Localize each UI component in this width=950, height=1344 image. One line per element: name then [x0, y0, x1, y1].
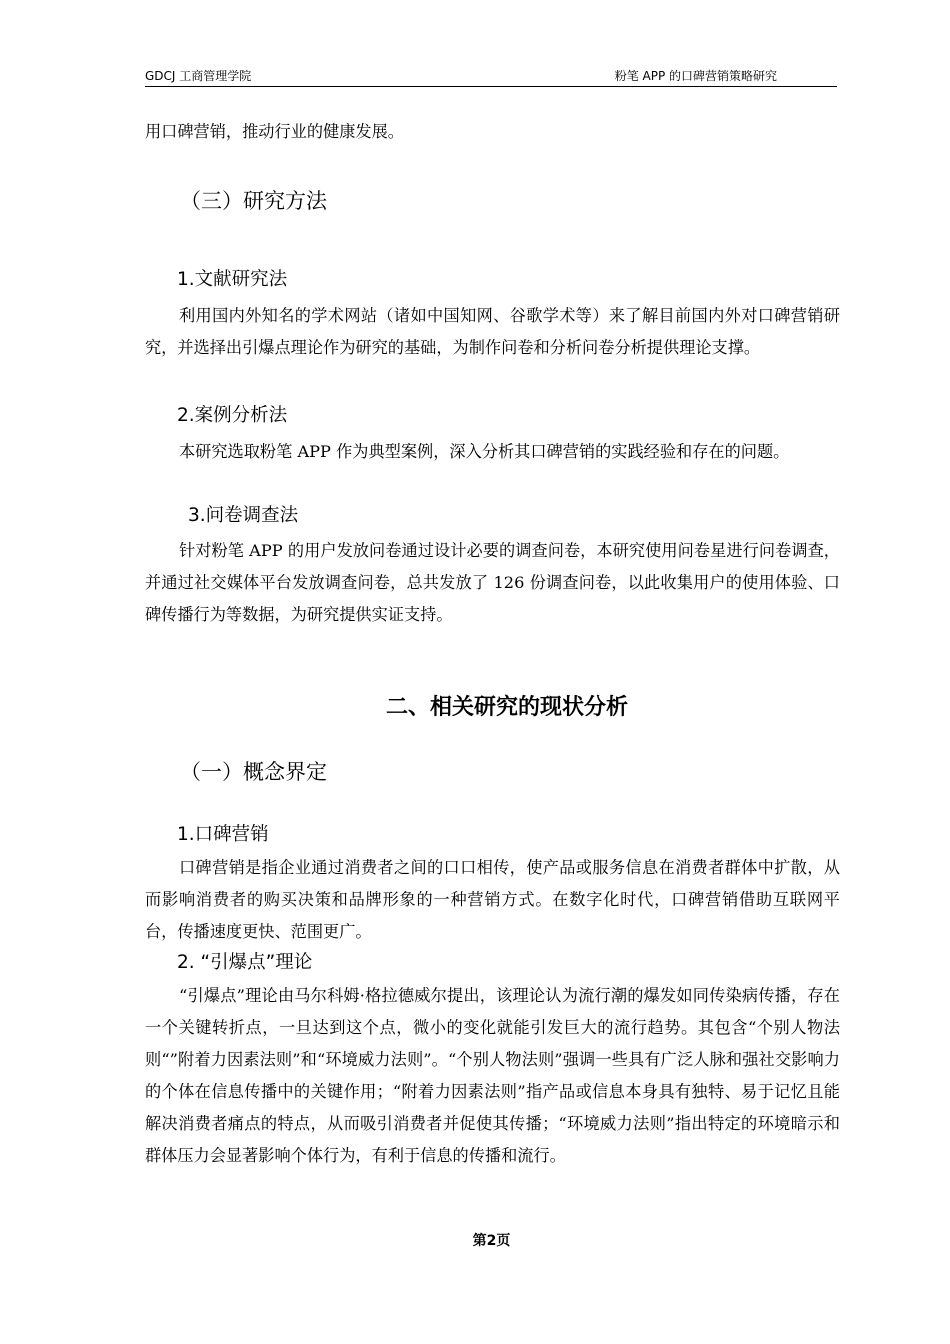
subheading-word-of-mouth-marketing: 1.口碑营销 [177, 824, 269, 845]
page-number: 第2页 [472, 1233, 511, 1249]
tipping-point-paragraph: “引爆点”理论由马尔科姆·格拉德威尔提出，该理论认为流行潮的爆发如同传染病传播，存在一个关键转折点，一旦达到这个点，微小的变化就能引发巨大的流行趋势。其包含“个别人物法则“”附着力因素法则”和“环境威力法则”。“个别人物法则”强调一些具有广泛人脉和强社交影响力的个体在信息传播中的关键作用；“附着力因素法则”指产品或信息本身具有独特、易于记忆且能解决消费者痛点的特点，从而吸引消费者并促使其传播；“环境威力法则”指出特定的环境暗示和群体压力会显著影响个体行为，有利于信息的传播和流行。 [145, 986, 840, 1165]
case-analysis-paragraph: 本研究选取粉笔 APP 作为典型案例，深入分析其口碑营销的实践经验和存在的问题。 [179, 442, 790, 461]
section-heading-research-methods: （三）研究方法 [180, 189, 327, 213]
header-institution: GDCJ 工商管理学院 [145, 69, 252, 83]
subheading-tipping-point-theory: 2. “引爆点”理论 [177, 952, 313, 973]
chapter-heading: 二、相关研究的现状分析 [385, 695, 628, 720]
intro-tail-paragraph: 用口碑营销，推动行业的健康发展。 [145, 122, 404, 141]
literature-research-paragraph: 利用国内外知名的学术网站（诸如中国知网、谷歌学术等）来了解目前国内外对口碑营销研究，并选择出引爆点理论作为研究的基础，为制作问卷和分析问卷分析提供理论支撑。 [145, 306, 840, 357]
header-document-title: 粉笔 APP 的口碑营销策略研究 [614, 69, 777, 83]
page-header [145, 68, 837, 87]
word-of-mouth-paragraph: 口碑营销是指企业通过消费者之间的口口相传，使产品或服务信息在消费者群体中扩散，从而影响消费者的购买决策和品牌形象的一种营销方式。在数字化时代，口碑营销借助互联网平台，传播速度更快、范围更广。 [145, 858, 840, 941]
subheading-case-analysis: 2.案例分析法 [177, 405, 288, 426]
questionnaire-survey-paragraph: 针对粉笔 APP 的用户发放问卷通过设计必要的调查问卷，本研究使用问卷星进行问卷调查，并通过社交媒体平台发放调查问卷，总共发放了 126 份调查问卷，以此收集用户的使用体验、口碑传播行为等数据，为研究提供实证支持。 [145, 541, 840, 624]
subheading-literature-research: 1.文献研究法 [177, 269, 288, 290]
subheading-questionnaire-survey: 3.问卷调查法 [188, 505, 299, 526]
section-heading-concept-definition: （一）概念界定 [180, 760, 327, 784]
